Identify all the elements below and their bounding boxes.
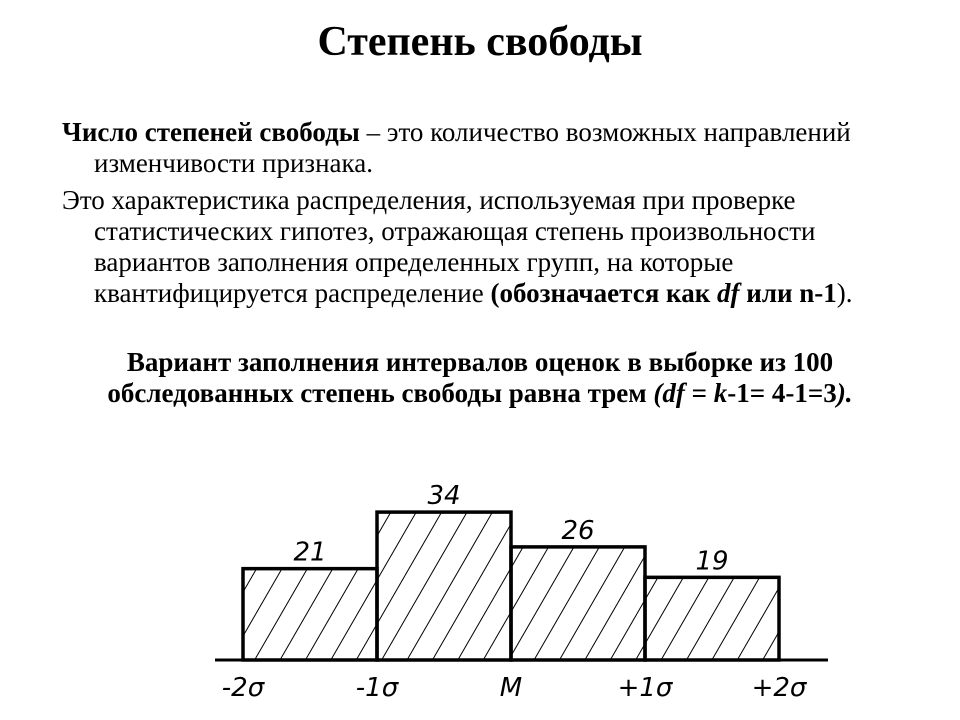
notation-close: ). xyxy=(836,278,853,308)
definition-paragraph xyxy=(62,117,924,179)
example-calc: -1= 4-1=3 xyxy=(727,378,837,408)
bar-1 xyxy=(243,569,377,660)
characteristic-paragraph xyxy=(62,185,924,309)
histogram-chart xyxy=(0,440,960,720)
bar-3 xyxy=(511,547,645,660)
data-label-4: 19 xyxy=(695,546,729,577)
example-paragraph xyxy=(40,347,920,409)
example-close: ). xyxy=(836,378,853,408)
x-tick-label-4: +1σ xyxy=(617,673,673,703)
data-label-1: 21 xyxy=(293,537,327,568)
notation-n1: или n-1 xyxy=(739,278,837,308)
notation-df: df xyxy=(717,278,740,308)
x-tick-label-3: M xyxy=(499,673,523,703)
data-label-2: 34 xyxy=(427,481,461,512)
definition-text: – это количество возможных направлений изменчивости признака. xyxy=(94,117,851,178)
x-ticks-group xyxy=(222,673,808,703)
x-tick-label-1: -2σ xyxy=(221,673,265,703)
data-label-3: 26 xyxy=(561,515,595,546)
slide-title: Степень свободы xyxy=(317,19,643,65)
bar-4 xyxy=(645,577,779,660)
x-tick-label-5: +2σ xyxy=(751,673,807,703)
characteristic-text: Это характеристика распределения, используемая при проверке статистических гипотез, отражающая степень произвольности вариантов заполнения определенных групп, на которые квантифицируется распределение xyxy=(62,185,816,308)
example-eq: = xyxy=(684,378,714,408)
x-tick-label-2: -1σ xyxy=(355,673,399,703)
bar-2 xyxy=(377,512,511,660)
term-bold: Число степеней свободы xyxy=(62,117,360,147)
bars-group xyxy=(243,512,779,660)
notation-open: (обозначается как xyxy=(490,278,718,308)
example-text: Вариант заполнения интервалов оценок в выборке из 100 обследованных степень свободы равна трем xyxy=(107,347,834,408)
example-k: k xyxy=(713,378,728,408)
example-df: (df xyxy=(653,378,685,408)
